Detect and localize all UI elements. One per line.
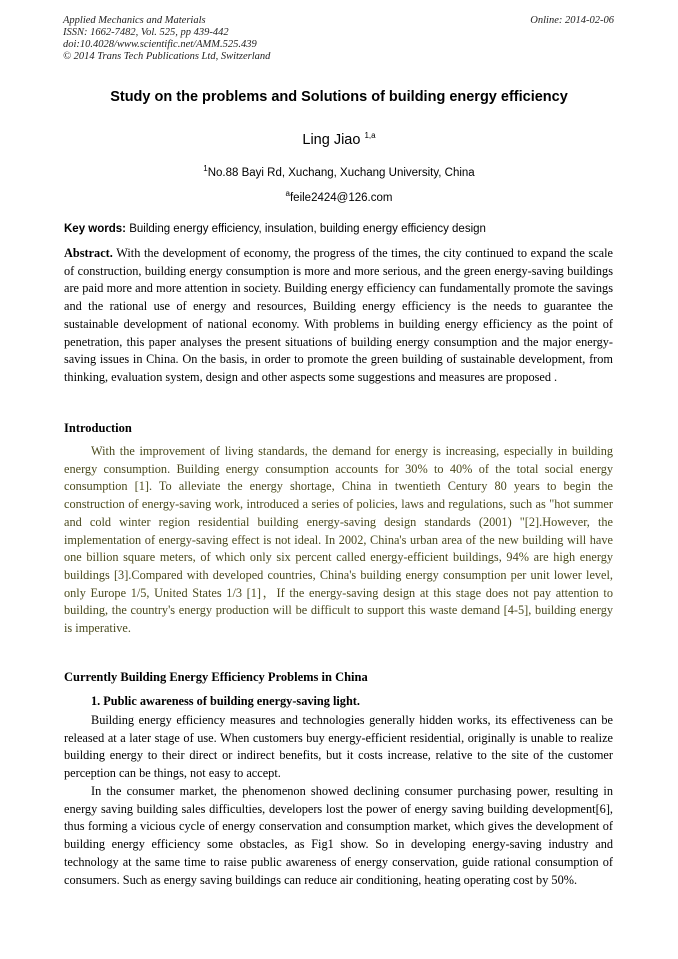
affiliation-superscript: 1 — [203, 164, 208, 174]
introduction-heading: Introduction — [64, 421, 132, 435]
keywords-text: Building energy efficiency, insulation, building energy efficiency design — [126, 223, 486, 235]
journal-name: Applied Mechanics and Materials — [63, 15, 206, 26]
issn-line: ISSN: 1662-7482, Vol. 525, pp 439-442 — [63, 27, 229, 38]
online-date: Online: 2014-02-06 — [530, 15, 614, 26]
affiliation-text: No.88 Bayi Rd, Xuchang, Xuchang University, China — [207, 167, 475, 179]
email-text: feile2424@126.com — [289, 192, 393, 204]
paragraph-consumer-market: In the consumer market, the phenomenon showed declining consumer purchasing power, resulting in energy saving building sales difficulties, developers lost the power of energy saving building development[6], thus forming a vicious cycle of energy conservation and consumption market, which gives the development of building energy efficiency some obstacles, as Fig1 show. So in developing energy-saving industry and technology at the same time to raise public awareness of energy conservation, guide rational consumption of consumers. Such as energy saving buildings can reduce air conditioning, heating operating cost by 50%. — [64, 784, 613, 887]
abstract-text: With the development of economy, the progress of the times, the city continued to expand the scale of construction, building energy consumption is more and more serious, and the green energy-saving buildings are paid more and more attention in society. Building energy efficiency can fundamentally promote the savings and the rational use of energy and resources, Building energy efficiency is the needs to guarantee the sustainable development of national economy. With problems in building energy efficiency as the point of penetration, this paper analyses the present situations of building energy consumption and the major energy-saving issues in China. On the basis, in order to promote the green building of sustainable development, from thinking, evaluation system, design and other aspects some suggestions and measures are proposed . — [64, 246, 613, 384]
paper-title: Study on the problems and Solutions of building energy efficiency — [110, 89, 568, 105]
author-name: Ling Jiao — [302, 132, 365, 148]
journal-header — [63, 15, 270, 63]
keywords — [64, 223, 624, 235]
abstract — [64, 245, 613, 387]
introduction-paragraph: With the improvement of living standards, the demand for energy is increasing, especially in building energy consumption. Building energy consumption accounts for 30% to 40% of the total social energy consumption [1]. To alleviate the energy shortage, China in twentieth Century 80 years to begin the construction of energy-saving work, introduced a series of policies, laws and regulations, such as "hot summer and cold winter region residential building energy-saving design standards (2001) "[2].However, the implementation of energy-saving effect is not ideal. In 2002, China's urban area of the new building will have one billion square meters, of which only six percent called energy-efficient buildings, 94% are high energy buildings [3].Compared with developed countries, China's building energy consumption per unit lower level, only Europe 1/5, United States 1/3 [1]，If the energy-saving design at this stage does not pay attention to building, the country's energy production will be difficult to support this waste demand [4-5], building energy is imperative. — [64, 444, 613, 636]
paragraph-hidden-works: Building energy efficiency measures and technologies generally hidden works, its effectiveness can be released at a later stage of use. When customers buy energy-efficient residential, originally is unable to realize building energy to their direct or indirect benefits, but it costs increase, relative to the site of the customer perception can be things, not easy to accept. — [64, 713, 613, 781]
author-superscript: 1,a — [364, 131, 376, 141]
doi-line: doi:10.4028/www.scientific.net/AMM.525.439 — [63, 39, 257, 50]
affiliation — [0, 164, 678, 179]
subsection-heading-public-awareness: 1. Public awareness of building energy-saving light. — [91, 694, 360, 708]
keywords-label: Key words: — [64, 223, 126, 235]
section-heading-problems: Currently Building Energy Efficiency Problems in China — [64, 670, 368, 684]
author-email — [0, 189, 678, 204]
abstract-label: Abstract. — [64, 246, 113, 260]
copyright-line: © 2014 Trans Tech Publications Ltd, Switzerland — [63, 51, 271, 62]
email-superscript: a — [285, 189, 290, 199]
author-line — [0, 132, 678, 148]
